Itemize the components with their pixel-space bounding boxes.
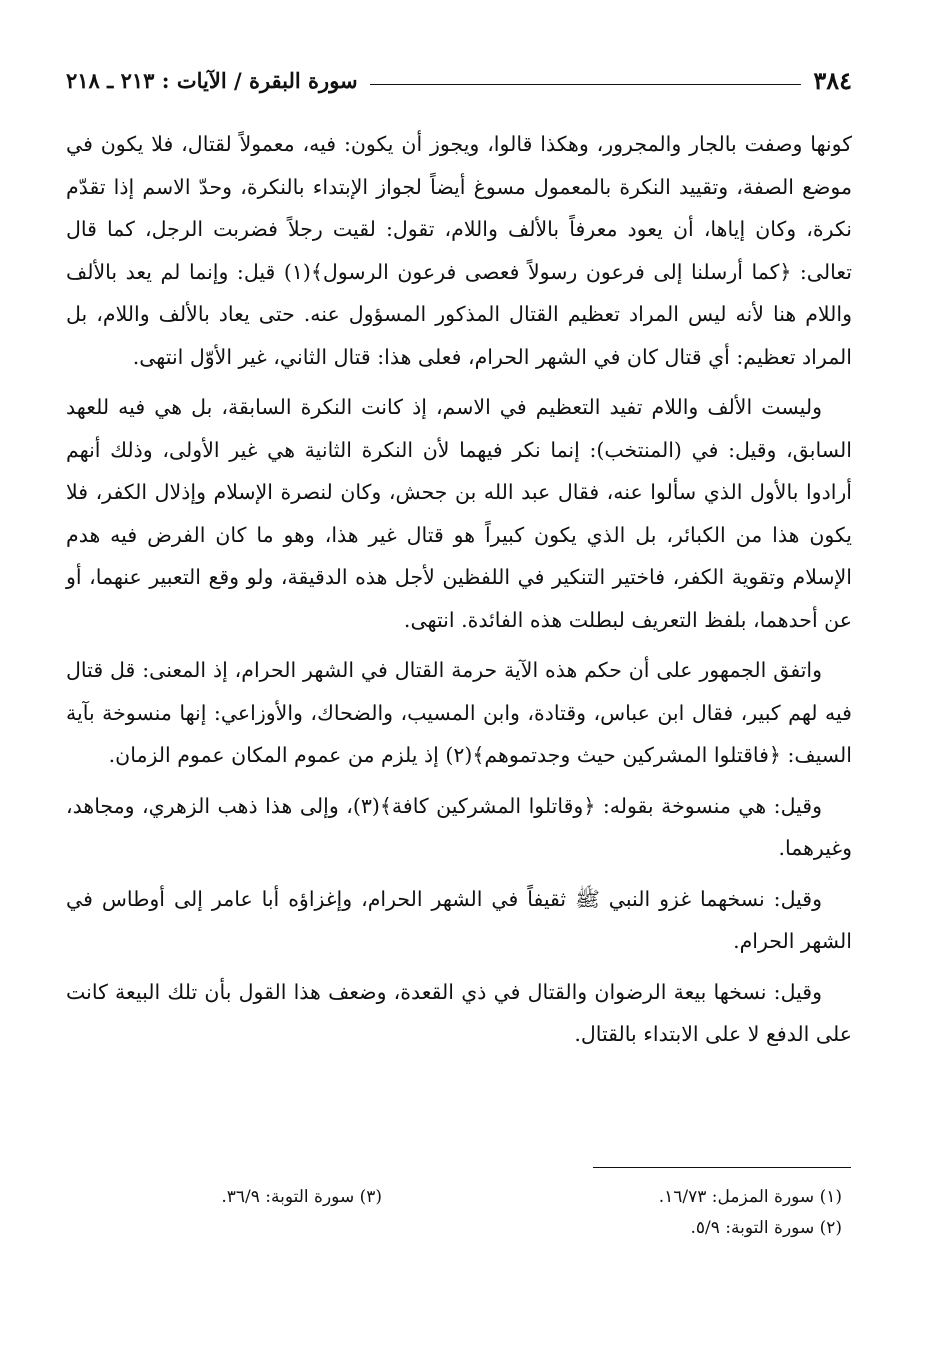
paragraph-6: وقيل: نسخها بيعة الرضوان والقتال في ذي القعدة، وضعف هذا القول بأن تلك البيعة كانت على الدفع لا على الابتداء بالقتال. bbox=[66, 979, 852, 1046]
footnote-row bbox=[66, 1182, 852, 1213]
header-rule bbox=[370, 84, 802, 85]
footnote-row bbox=[66, 1213, 852, 1244]
paragraph-4: وقيل: هي منسوخة بقوله: ﴿وقاتلوا المشركين كافة﴾(٣)، وإلى هذا ذهب الزهري، ومجاهد، وغيرهما. bbox=[66, 793, 852, 860]
footnote-1: (١) سورة المزمل: ١٦/٧٣. bbox=[658, 1187, 842, 1207]
paragraph-3: واتفق الجمهور على أن حكم هذه الآية حرمة القتال في الشهر الحرام، إذ المعنى: قل قتال فيه لهم كبير، فقال ابن عباس، وقتادة، وابن المسيب، والضحاك، والأوزاعي: إنها منسوخة بآية السيف: ﴿فاقتلوا المشركين حيث وجدتموهم﴾(٢) إذ يلزم من عموم المكان عموم الزمان. bbox=[66, 658, 852, 767]
paragraph-1: كونها وصفت بالجار والمجرور، وهكذا قالوا، ويجوز أن يكون: فيه، معمولاً لقتال، فلا يكون في موضع الصفة، وتقييد النكرة بالمعمول مسوغ أيضاً لجواز الإبتداء بالنكرة، وحدّ الاسم إذا تقدّم نكرة، وكان إياها، أن يعود معرفاً بالألف واللام، تقول: لقيت رجلاً فضربت الرجل، كما قال تعالى: ﴿كما أرسلنا إلى فرعون رسولاً فعصى فرعون الرسول﴾(١) قيل: وإنما لم يعد بالألف واللام هنا لأنه ليس المراد تعظيم القتال المذكور المسؤول عنه. حتى يعاد بالألف واللام، بل المراد تعظيم: أي قتال كان في الشهر الحرام، فعلى هذا: قتال الثاني، غير الأوّل انتهى. bbox=[66, 132, 852, 369]
page-number: ٣٨٤ bbox=[813, 65, 852, 95]
running-title: سورة البقرة / الآيات : ٢١٣ ـ ٢١٨ bbox=[66, 67, 358, 93]
paragraph-5: وقيل: نسخهما غزو النبي ﷺ ثقيفاً في الشهر الحرام، وإغزاؤه أبا عامر إلى أوطاس في الشهر الحرام. bbox=[66, 886, 852, 953]
footnote-3: (٣) سورة التوبة: ٣٦/٩. bbox=[221, 1187, 382, 1207]
paragraph-2: وليست الألف واللام تفيد التعظيم في الاسم، إذ كانت النكرة السابقة، بل هي فيه للعهد السابق، وقيل: في (المنتخب): إنما نكر فيهما لأن النكرة الثانية هي غير الأولى، وذلك أنهم أرادوا بالأول الذي سألوا عنه، فقال عبد الله بن جحش، وكان لنصرة الإسلام وإذلال الكفر، فلا يكون هذا من الكبائر، بل الذي يكون كبيراً هو قتال غير هذا، وهو ما كان الفرض فيه هدم الإسلام وتقوية الكفر، فاختير التنكير في اللفظين لأجل هذه الدقيقة، ولو وقع التعبير عنهما، أو عن أحدهما، بلفظ التعريف لبطلت هذه الفائدة. انتهى. bbox=[66, 395, 852, 632]
footnote-2: (٢) سورة التوبة: ٥/٩. bbox=[690, 1218, 842, 1238]
footnotes bbox=[66, 1182, 852, 1244]
body-text bbox=[66, 123, 852, 1064]
footnote-rule bbox=[593, 1167, 851, 1168]
page-header bbox=[66, 62, 852, 98]
